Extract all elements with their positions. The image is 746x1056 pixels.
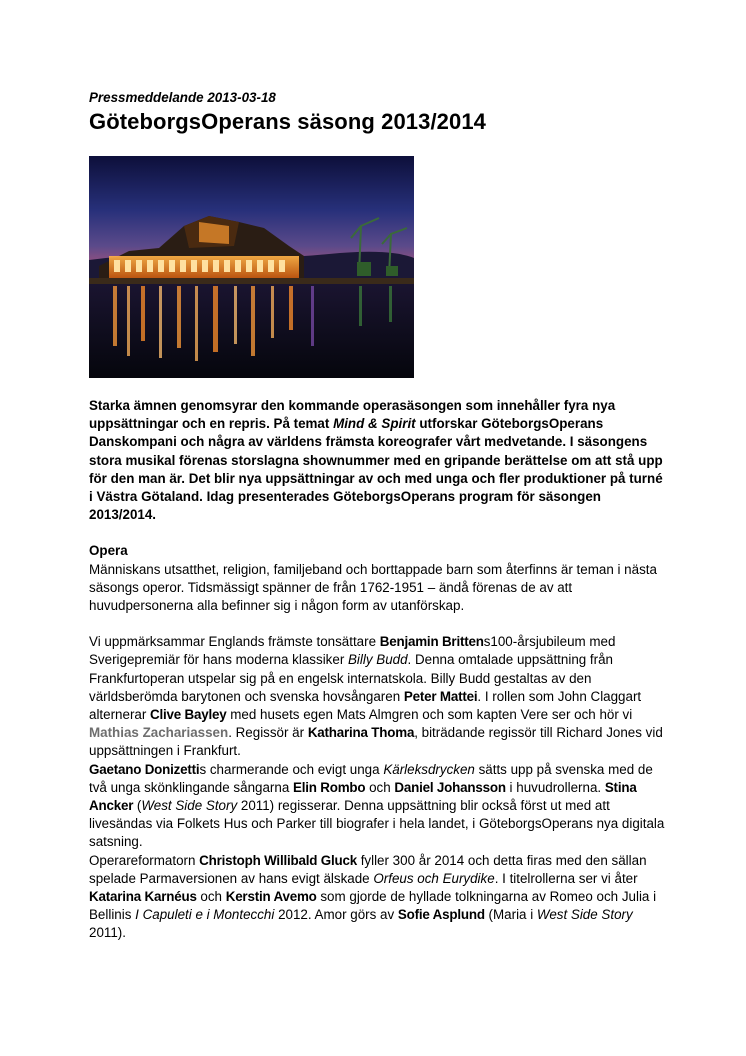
person-name: Mathias Zachariassen bbox=[89, 725, 229, 741]
person-name: Clive Bayley bbox=[150, 707, 227, 723]
paragraph-spacer bbox=[89, 615, 669, 633]
work-title: West Side Story bbox=[141, 798, 238, 814]
person-name: Christoph Willibald Gluck bbox=[199, 852, 357, 868]
britten-paragraph: Vi uppmärksammar Englands främste tonsättare Benjamin Brittens100-årsjubileum med Sverigepremiär för hans moderna klassiker Billy Budd. Denna omtalade uppsättning från Frankfurtoperan utspelar sig på en engelsk internatskola. Billy Budd gestaltas av den världsberömda barytonen och svenska hovsångaren Peter Mattei. I rollen som John Claggart alternerar Clive Bayley med husets egen Mats Almgren och som kapten Vere ser och hör vi Mathias Zachariassen. Regissör är Katharina Thoma, biträdande regissör till Richard Jones vid uppsättningen i Frankfurt. bbox=[89, 634, 663, 759]
work-title: West Side Story bbox=[536, 907, 633, 923]
section-heading-opera: Opera bbox=[89, 543, 128, 559]
work-title: I Capuleti e i Montecchi bbox=[135, 907, 275, 923]
person-name: Elin Rombo bbox=[293, 779, 366, 795]
person-name: Daniel Johansson bbox=[394, 779, 506, 795]
lead-paragraph: Starka ämnen genomsyrar den kommande operasäsongen som innehåller fyra nya uppsättningar och en repris. På temat Mind & Spirit utforskar GöteborgsOperans Danskompani och några av världens främsta koreografer vårt medvetande. I säsongens stora musikal förenas storslagna shownummer med en gripande berättelse om att stå upp för den man är. Det blir nya uppsättningar av och med unga och fler produktioner på turné i Västra Götaland. Idag presenterades GöteborgsOperans program för säsongen 2013/2014. bbox=[89, 398, 663, 523]
work-title: Kärleksdrycken bbox=[383, 761, 475, 777]
work-title: Orfeus och Eurydike bbox=[373, 870, 495, 886]
theme-name: Mind & Spirit bbox=[333, 416, 416, 432]
person-name: Benjamin Britten bbox=[379, 634, 484, 650]
donizetti-paragraph: Gaetano Donizettis charmerande och evigt unga Kärleksdrycken sätts upp på svenska med de två unga skönklingande sångarna Elin Rombo och Daniel Johansson i huvudrollerna. Stina Ancker (West Side Story 2011) regisserar. Denna uppsättning blir också först ut med att livesändas via Folkets Hus och Parker till biografer i hela landet, i GöteborgsOperans nya digitala satsning. bbox=[89, 761, 665, 850]
person-name: Sofie Asplund bbox=[397, 907, 485, 923]
press-release bbox=[89, 90, 669, 943]
person-name: Katharina Thoma bbox=[307, 725, 415, 741]
opera-intro-paragraph: Människans utsatthet, religion, familjeband och borttappade barn som återfinns är teman i nästa säsongs operor. Tidsmässigt spänner de från 1762-1951 – ändå förenas de av att huvudpersonerna alla befinner sig i någon form av utanförskap. bbox=[89, 561, 657, 614]
person-name: Gaetano Donizetti bbox=[89, 761, 200, 777]
person-name: Peter Mattei bbox=[403, 688, 478, 704]
opera-house-photo bbox=[89, 156, 414, 378]
gluck-paragraph: Operareformatorn Christoph Willibald Gluck fyller 300 år 2014 och detta firas med den sällan spelade Parmaversionen av hans evigt älskade Orfeus och Eurydike. I titelrollerna ser vi åter Katarina Karnéus och Kerstin Avemo som gjorde de hyllade tolkningarna av Romeo och Julia i Bellinis I Capuleti e i Montecchi 2012. Amor görs av Sofie Asplund (Maria i West Side Story 2011). bbox=[89, 852, 657, 941]
person-name: Katarina Karnéus bbox=[89, 889, 197, 905]
work-title: Billy Budd bbox=[348, 652, 408, 668]
person-name: Stina Ancker bbox=[89, 779, 637, 814]
person-name: Kerstin Avemo bbox=[225, 889, 317, 905]
page-title: GöteborgsOperans säsong 2013/2014 bbox=[89, 109, 487, 134]
press-release-date: Pressmeddelande 2013-03-18 bbox=[89, 90, 276, 105]
